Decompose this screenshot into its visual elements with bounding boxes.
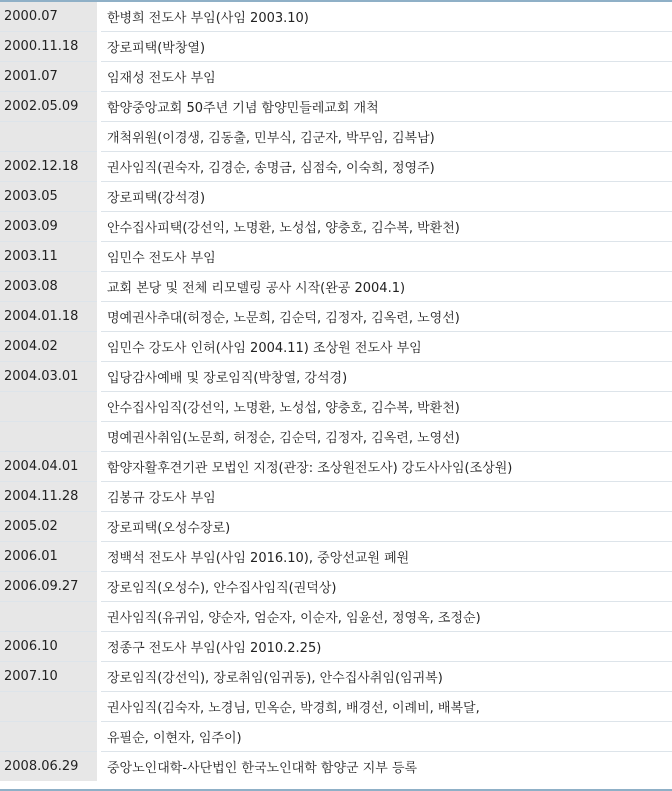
event-date: 2006.10 xyxy=(0,632,99,662)
table-row xyxy=(0,2,672,32)
table-row xyxy=(0,572,672,602)
event-date xyxy=(0,392,99,422)
event-description: 장로임직(오성수), 안수집사임직(권덕상) xyxy=(99,572,672,602)
history-table xyxy=(0,2,672,781)
event-date xyxy=(0,422,99,452)
event-date: 2000.07 xyxy=(0,2,99,32)
event-description: 개척위원(이경생, 김동출, 민부식, 김군자, 박무임, 김복남) xyxy=(99,122,672,152)
event-description: 한병희 전도사 부임(사임 2003.10) xyxy=(99,2,672,32)
event-date: 2001.07 xyxy=(0,62,99,92)
table-row xyxy=(0,272,672,302)
table-row xyxy=(0,152,672,182)
event-date: 2007.10 xyxy=(0,662,99,692)
event-description: 정종구 전도사 부임(사임 2010.2.25) xyxy=(99,632,672,662)
table-row xyxy=(0,212,672,242)
event-description: 장로피택(강석경) xyxy=(99,182,672,212)
table-row xyxy=(0,422,672,452)
event-date xyxy=(0,692,99,722)
event-date: 2005.02 xyxy=(0,512,99,542)
event-date: 2003.09 xyxy=(0,212,99,242)
event-date: 2006.09.27 xyxy=(0,572,99,602)
event-date: 2004.11.28 xyxy=(0,482,99,512)
history-table-body xyxy=(0,2,672,781)
event-description: 명예권사추대(허정순, 노문희, 김순덕, 김정자, 김옥련, 노영선) xyxy=(99,302,672,332)
table-row xyxy=(0,542,672,572)
table-row xyxy=(0,692,672,722)
table-row xyxy=(0,512,672,542)
event-description: 장로임직(강선익), 장로취임(임귀동), 안수집사취임(임귀복) xyxy=(99,662,672,692)
table-row xyxy=(0,332,672,362)
table-row xyxy=(0,362,672,392)
event-date: 2003.08 xyxy=(0,272,99,302)
table-row xyxy=(0,452,672,482)
table-row xyxy=(0,482,672,512)
event-date: 2008.06.29 xyxy=(0,752,99,782)
event-description: 장로피택(오성수장로) xyxy=(99,512,672,542)
table-row xyxy=(0,392,672,422)
event-description: 권사임직(김숙자, 노경님, 민옥순, 박경희, 배경선, 이례비, 배복달, xyxy=(99,692,672,722)
event-description: 안수집사임직(강선익, 노명환, 노성섭, 양충호, 김수복, 박환천) xyxy=(99,392,672,422)
event-description: 정백석 전도사 부임(사임 2016.10), 중앙선교원 폐원 xyxy=(99,542,672,572)
event-description: 안수집사피택(강선익, 노명환, 노성섭, 양충호, 김수복, 박환천) xyxy=(99,212,672,242)
table-row xyxy=(0,752,672,782)
table-row xyxy=(0,182,672,212)
event-date: 2003.05 xyxy=(0,182,99,212)
table-row xyxy=(0,602,672,632)
event-description: 함양중앙교회 50주년 기념 함양민들레교회 개척 xyxy=(99,92,672,122)
table-row xyxy=(0,722,672,752)
table-row xyxy=(0,632,672,662)
event-date xyxy=(0,722,99,752)
event-description: 임재성 전도사 부임 xyxy=(99,62,672,92)
event-description: 장로피택(박창열) xyxy=(99,32,672,62)
event-date: 2004.04.01 xyxy=(0,452,99,482)
event-date: 2002.12.18 xyxy=(0,152,99,182)
event-date: 2006.01 xyxy=(0,542,99,572)
event-description: 권사임직(유귀임, 양순자, 엄순자, 이순자, 임윤선, 정영옥, 조정순) xyxy=(99,602,672,632)
event-description: 유필순, 이현자, 임주이) xyxy=(99,722,672,752)
table-row xyxy=(0,302,672,332)
event-description: 임민수 강도사 인허(사임 2004.11) 조상원 전도사 부임 xyxy=(99,332,672,362)
event-description: 함양자활후견기관 모법인 지정(관장: 조상원전도사) 강도사사임(조상원) xyxy=(99,452,672,482)
table-row xyxy=(0,242,672,272)
event-description: 명예권사취임(노문희, 허정순, 김순덕, 김정자, 김옥련, 노영선) xyxy=(99,422,672,452)
event-date: 2002.05.09 xyxy=(0,92,99,122)
event-description: 권사임직(권숙자, 김경순, 송명금, 심점숙, 이숙희, 정영주) xyxy=(99,152,672,182)
event-date xyxy=(0,122,99,152)
event-description: 입당감사예배 및 장로임직(박창열, 강석경) xyxy=(99,362,672,392)
event-date: 2004.01.18 xyxy=(0,302,99,332)
event-description: 교회 본당 및 전체 리모델링 공사 시작(완공 2004.1) xyxy=(99,272,672,302)
event-date: 2004.03.01 xyxy=(0,362,99,392)
table-row xyxy=(0,92,672,122)
table-row xyxy=(0,32,672,62)
event-date: 2003.11 xyxy=(0,242,99,272)
table-row xyxy=(0,62,672,92)
event-date: 2000.11.18 xyxy=(0,32,99,62)
event-date xyxy=(0,602,99,632)
event-description: 김봉규 강도사 부임 xyxy=(99,482,672,512)
table-row xyxy=(0,122,672,152)
event-description: 중앙노인대학-사단법인 한국노인대학 함양군 지부 등록 xyxy=(99,752,672,782)
event-description: 임민수 전도사 부임 xyxy=(99,242,672,272)
event-date: 2004.02 xyxy=(0,332,99,362)
table-row xyxy=(0,662,672,692)
